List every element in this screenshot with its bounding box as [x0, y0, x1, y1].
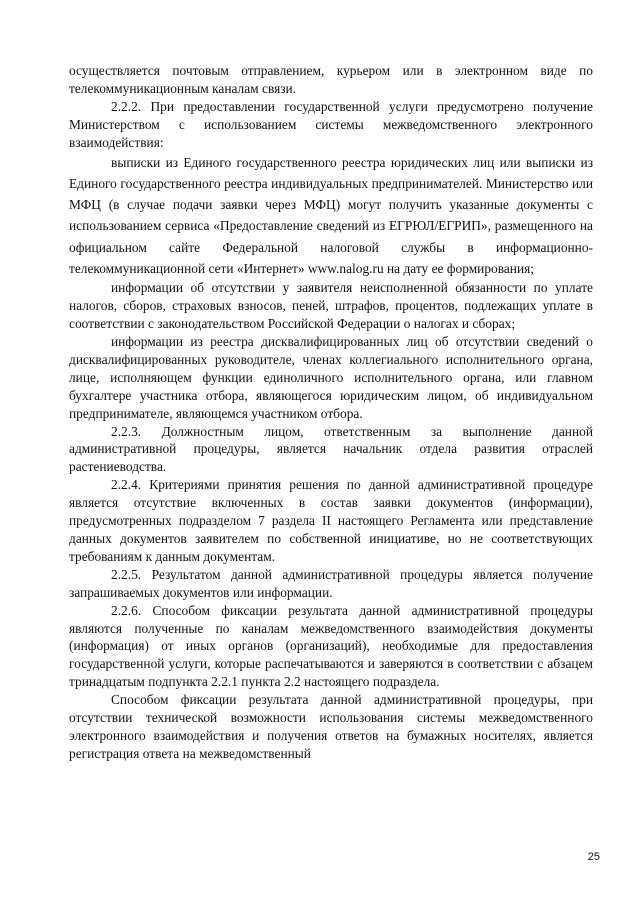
paragraph-2-2-6: 2.2.6. Способом фиксации результата данной административной процедуры являются полученные по каналам межведомственного взаимодействия документы (информация) от иных органов (организаций), необходимые для предоставления государственной услуги, которые распечатываются и заверяются в соответствии с абзацем тринадцатым подпункта 2.2.1 пункта 2.2 настоящего подраздела.	[69, 602, 593, 690]
paragraph-2-2-3: 2.2.3. Должностным лицом, ответственным за выполнение данной административной процедуры, является начальник отдела развития отраслей растениеводства.	[69, 423, 593, 475]
paragraph-2-2-2: 2.2.2. При предоставлении государственной услуги предусмотрено получение Министерством с использованием системы межведомственного электронного взаимодействия:	[69, 98, 593, 150]
paragraph-disqualified-registry: информации из реестра дисквалифицированных лиц об отсутствии сведений о дисквалифицированных руководителе, членах коллегиального исполнительного органа, лице, исполняющем функции единоличного исполнительного органа, или главном бухгалтере участника отбора, являющегося юридическим лицом, об индивидуальном предпринимателе, являющемся участником отбора.	[69, 334, 593, 421]
paragraph-2-2-5: 2.2.5. Результатом данной административной процедуры является получение запрашиваемых документов или информации.	[69, 566, 593, 600]
paragraph-continuation: осуществляется почтовым отправлением, курьером или в электронном виде по телекоммуникационным каналам связи.	[69, 63, 593, 96]
paragraph-egrul-extract: выписки из Единого государственного реестра юридических лиц или выписки из Единого государственного реестра индивидуальных предпринимателей. Министерство или МФЦ (в случае подачи заявки через МФЦ) могут получить указанные документы с использованием сервиса «Предоставление сведений из ЕГРЮЛ/ЕГРИП», размещенного на официальном сайте Федеральной налоговой службы в информационно-телекоммуникационной сети «Интернет» www.nalog.ru на дату ее формирования;	[69, 154, 593, 277]
paragraph-tax-debt-info: информации об отсутствии у заявителя неисполненной обязанности по уплате налогов, сборов, страховых взносов, пеней, штрафов, процентов, подлежащих уплате в соответствии с законодательством Российской Федерации о налогах и сборах;	[69, 280, 593, 332]
paragraph-2-2-4: 2.2.4. Критериями принятия решения по данной административной процедуре является отсутствие включенных в состав заявки документов (информации), предусмотренных подразделом 7 раздела II настоящего Регламента или представление данных документов заявителем по собственной инициативе, но не соответствующих требованиям к данным документам.	[69, 477, 593, 564]
paragraph-fixation-method: Способом фиксации результата данной административной процедуры, при отсутствии технической возможности использования системы межведомственного электронного взаимодействия и получения ответов на бумажных носителях, является регистрация ответа на межведомственный	[69, 692, 593, 761]
page-number: 25	[587, 851, 600, 863]
document-body	[69, 62, 593, 763]
